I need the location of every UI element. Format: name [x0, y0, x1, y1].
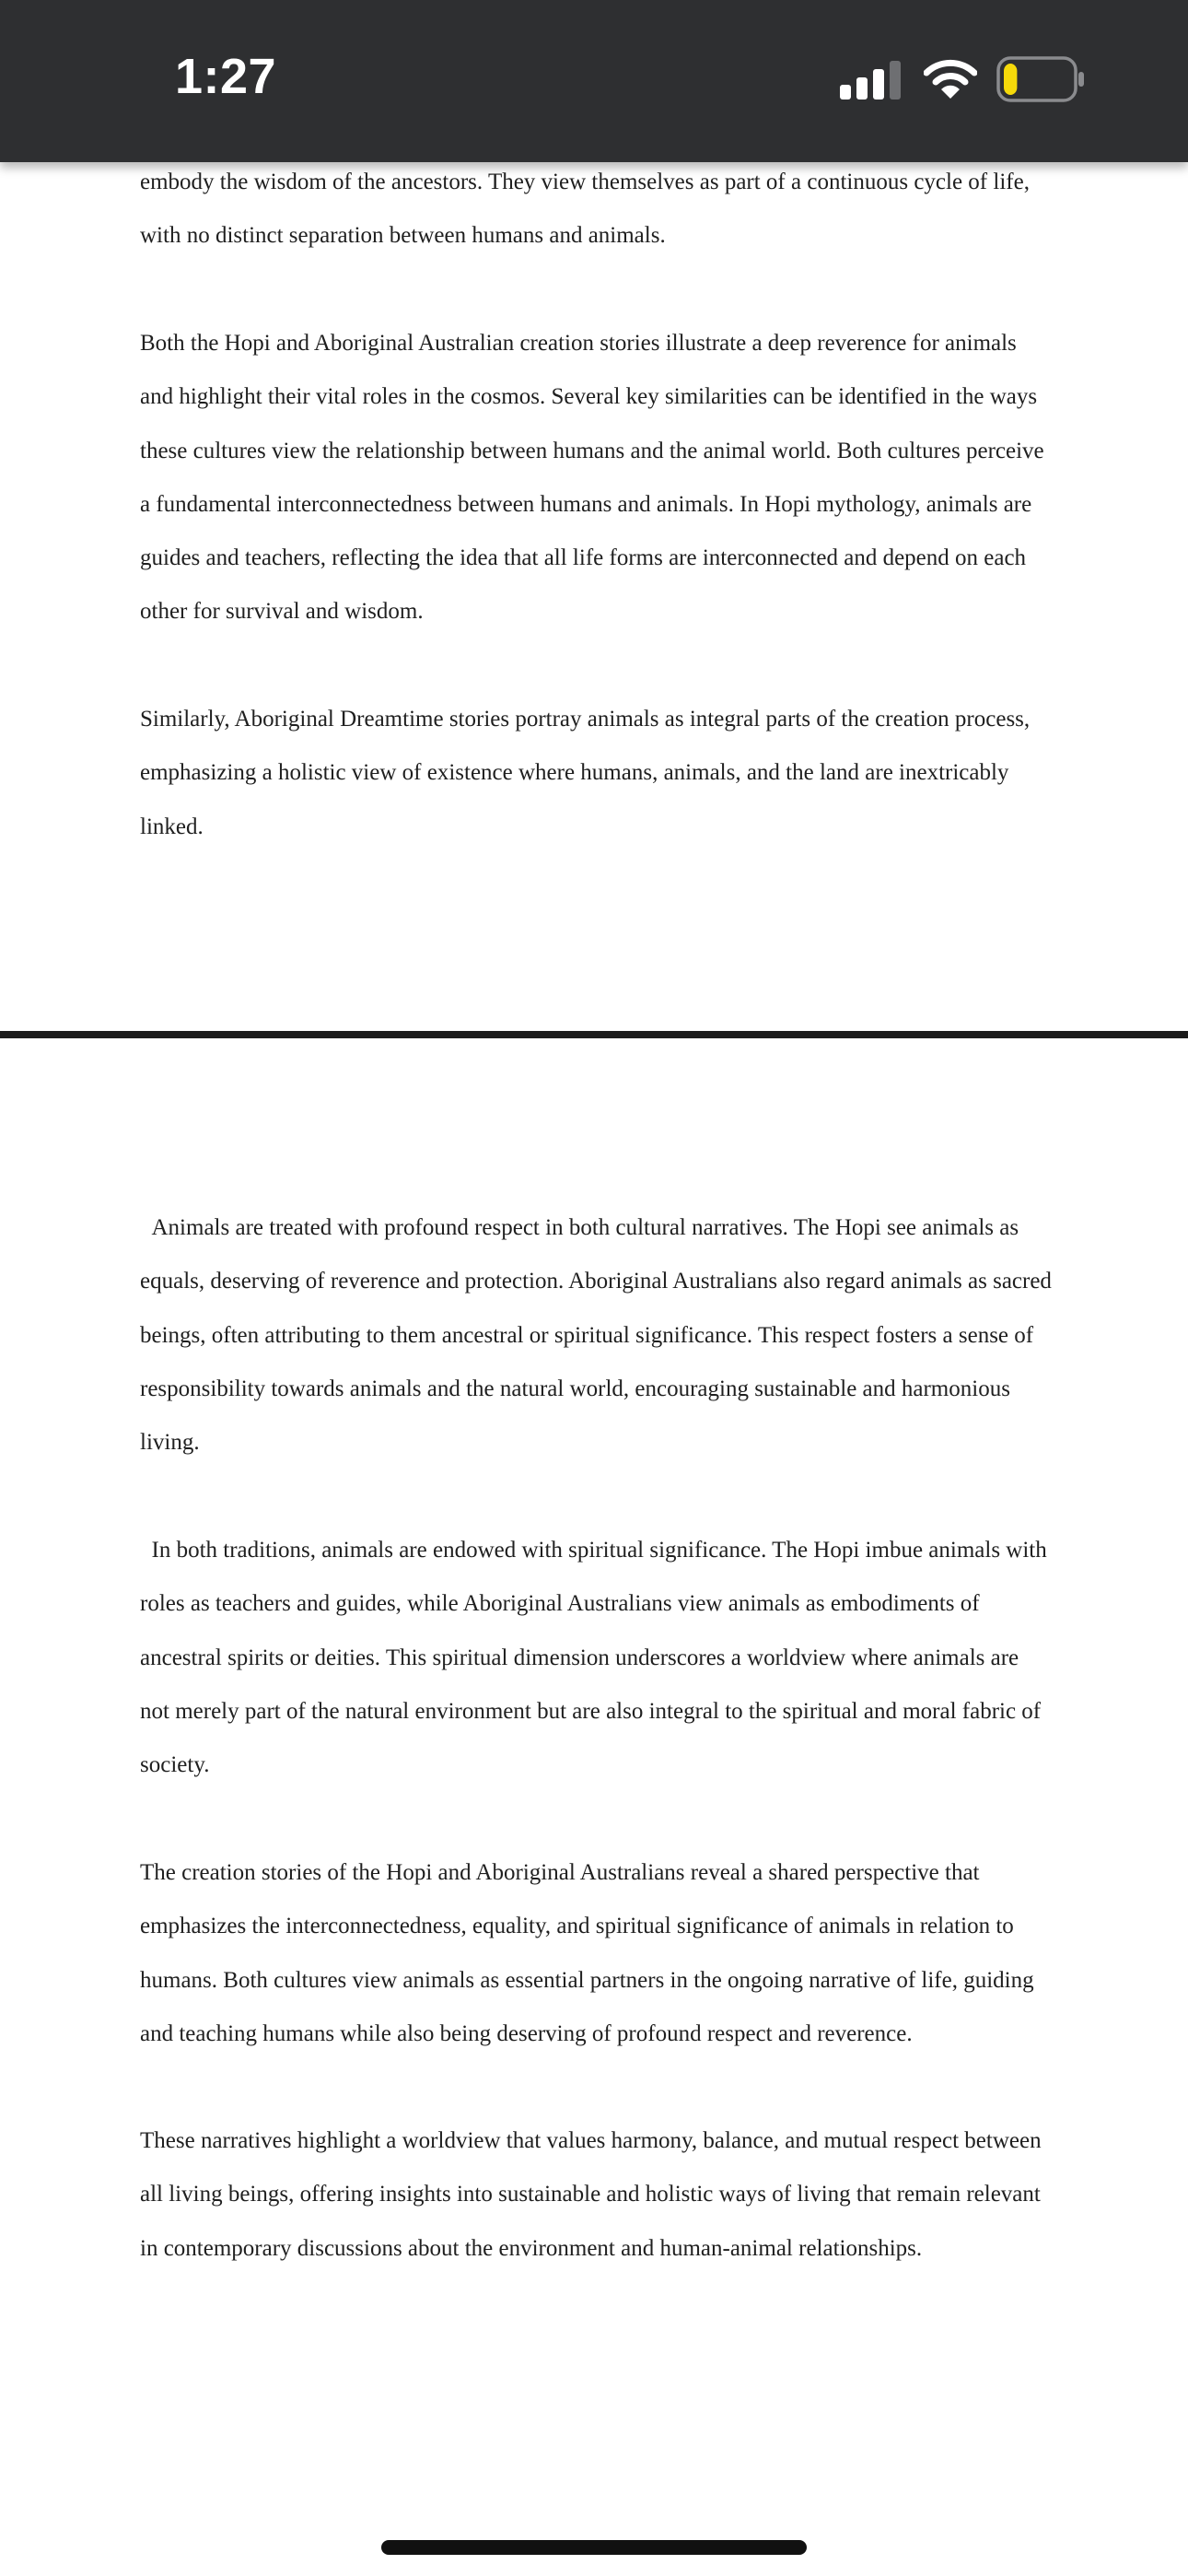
battery-level-fill	[1004, 64, 1017, 95]
battery-low-icon	[996, 56, 1085, 102]
document-page-2	[0, 1039, 1188, 2576]
page-divider	[0, 1031, 1188, 1038]
paragraph: Similarly, Aboriginal Dreamtime stories portray animals as integral parts of the creation process, emphasizing a holistic view of existence where humans, animals, and the land are inextricably linked.	[140, 707, 1036, 839]
signal-bar-3	[873, 69, 884, 100]
signal-bar-1	[840, 85, 851, 100]
home-indicator[interactable]	[381, 2540, 807, 2555]
signal-bar-4	[890, 61, 901, 100]
signal-bar-2	[856, 77, 868, 100]
status-bar	[0, 0, 1188, 162]
paragraph: The creation stories of the Hopi and Aboriginal Australians reveal a shared perspective that emphasizes the interconnectedness, equality, and spiritual significance of animals in relation to humans. Both cultures view animals as essential partners in the ongoing narrative of life, guiding and teaching humans while also being deserving of profound respect and reverence.	[140, 1860, 1040, 2046]
paragraph: Both the Hopi and Aboriginal Australian creation stories illustrate a deep reverence for animals and highlight their vital roles in the cosmos. Several key similarities can be identified in the ways these cultures view the relationship between humans and the animal world. Both cultures perceive a fundamental interconnectedness between humans and animals. In Hopi mythology, animals are guides and teachers, reflecting the idea that all life forms are interconnected and depend on each other for survival and wisdom.	[140, 331, 1050, 625]
paragraph: embody the wisdom of the ancestors. They view themselves as part of a continuous cycle of life, with no distinct separation between humans and animals.	[140, 170, 1036, 249]
cellular-signal-icon	[840, 61, 903, 100]
paragraph: Animals are treated with profound respect in both cultural narratives. The Hopi see animals as equals, deserving of reverence and protection. Aboriginal Australians also regard animals as sacred beings, often attributing to them ancestral or spiritual significance. This respect fosters a sense of responsibility towards animals and the natural world, encouraging sustainable and harmonious living.	[140, 1215, 1058, 1456]
wifi-icon	[924, 57, 977, 100]
paragraph: These narratives highlight a worldview that values harmony, balance, and mutual respect between all living beings, offering insights into sustainable and holistic ways of living that remain relevant in contemporary discussions about the environment and human-animal relationships.	[140, 2128, 1047, 2261]
paragraph: In both traditions, animals are endowed with spiritual significance. The Hopi imbue animals with roles as teachers and guides, while Aboriginal Australians view animals as embodiments of ancestral spirits or deities. This spiritual dimension underscores a worldview where animals are not merely part of the natural environment but are also integral to the spiritual and moral fabric of society.	[140, 1538, 1053, 1778]
status-time: 1:27	[175, 49, 277, 104]
